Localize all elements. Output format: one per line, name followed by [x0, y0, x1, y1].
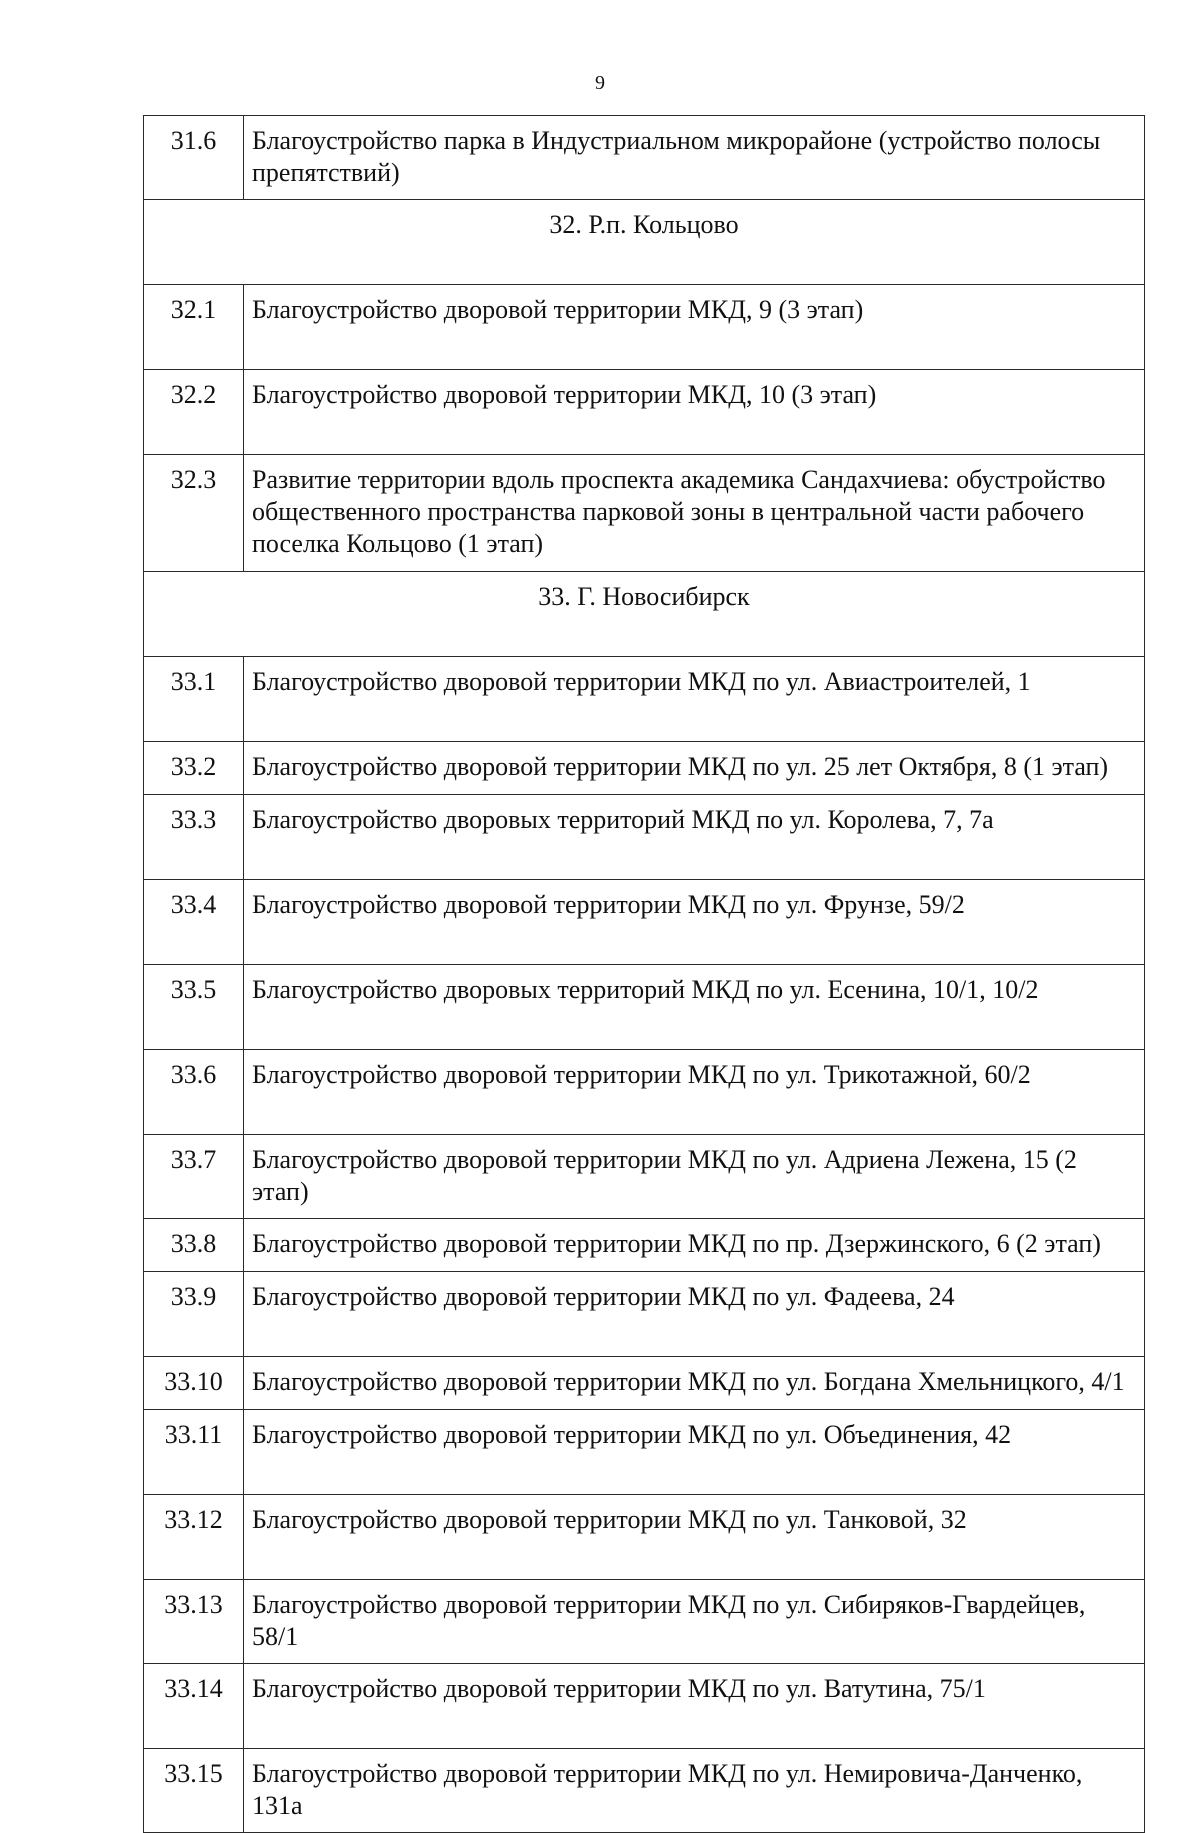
item-description: Благоустройство дворовой территории МКД по ул. Адриена Лежена, 15 (2 этап) [244, 1135, 1145, 1219]
table-row [144, 1580, 1145, 1664]
table-row [144, 116, 1145, 200]
item-number: 33.9 [144, 1272, 244, 1357]
item-number: 32.2 [144, 370, 244, 455]
item-description: Благоустройство дворовой территории МКД по ул. Ватутина, 75/1 [244, 1664, 1145, 1749]
table-row [144, 455, 1145, 572]
item-description: Благоустройство дворовой территории МКД по ул. Сибиряков-Гвардейцев, 58/1 [244, 1580, 1145, 1664]
item-number: 33.6 [144, 1050, 244, 1135]
page-number: 9 [595, 72, 605, 94]
table-row [144, 795, 1145, 880]
item-number: 33.13 [144, 1580, 244, 1664]
table-row [144, 1050, 1145, 1135]
item-description: Благоустройство дворовых территорий МКД по ул. Есенина, 10/1, 10/2 [244, 965, 1145, 1050]
item-description: Благоустройство дворовой территории МКД по ул. Немировича-Данченко, 131а [244, 1749, 1145, 1833]
table-row [144, 1749, 1145, 1833]
table-row [144, 370, 1145, 455]
item-description: Благоустройство дворовой территории МКД по ул. 25 лет Октября, 8 (1 этап) [244, 742, 1145, 795]
item-description: Благоустройство дворовой территории МКД по пр. Дзержинского, 6 (2 этап) [244, 1219, 1145, 1272]
table-row [144, 1664, 1145, 1749]
item-description: Благоустройство парка в Индустриальном микрорайоне (устройство полосы препятствий) [244, 116, 1145, 200]
item-description: Благоустройство дворовой территории МКД, 9 (3 этап) [244, 285, 1145, 370]
item-number: 33.10 [144, 1357, 244, 1410]
item-description: Благоустройство дворовой территории МКД, 10 (3 этап) [244, 370, 1145, 455]
item-number: 33.3 [144, 795, 244, 880]
item-description: Благоустройство дворовой территории МКД по ул. Богдана Хмельницкого, 4/1 [244, 1357, 1145, 1410]
section-row [144, 200, 1145, 285]
table-row [144, 1357, 1145, 1410]
item-description: Благоустройство дворовой территории МКД по ул. Танковой, 32 [244, 1495, 1145, 1580]
item-description: Благоустройство дворовой территории МКД по ул. Авиастроителей, 1 [244, 657, 1145, 742]
item-number: 33.2 [144, 742, 244, 795]
table-row [144, 1135, 1145, 1219]
table-row [144, 1272, 1145, 1357]
table-row [144, 880, 1145, 965]
item-number: 33.1 [144, 657, 244, 742]
item-description: Благоустройство дворовой территории МКД по ул. Трикотажной, 60/2 [244, 1050, 1145, 1135]
item-number: 32.3 [144, 455, 244, 572]
table-row [144, 965, 1145, 1050]
section-row [144, 572, 1145, 657]
item-description: Благоустройство дворовой территории МКД по ул. Фрунзе, 59/2 [244, 880, 1145, 965]
table-row [144, 657, 1145, 742]
item-number: 33.4 [144, 880, 244, 965]
section-heading: 32. Р.п. Кольцово [144, 200, 1145, 285]
item-description: Благоустройство дворовых территорий МКД по ул. Королева, 7, 7а [244, 795, 1145, 880]
item-number: 32.1 [144, 285, 244, 370]
table-row [144, 285, 1145, 370]
table-row [144, 742, 1145, 795]
table-row [144, 1219, 1145, 1272]
section-heading: 33. Г. Новосибирск [144, 572, 1145, 657]
item-number: 33.11 [144, 1410, 244, 1495]
objects-table [143, 115, 1145, 1833]
item-number: 33.5 [144, 965, 244, 1050]
item-number: 33.12 [144, 1495, 244, 1580]
item-description: Благоустройство дворовой территории МКД по ул. Объединения, 42 [244, 1410, 1145, 1495]
item-number: 33.15 [144, 1749, 244, 1833]
item-description: Развитие территории вдоль проспекта академика Сандахчиева: обустройство общественного пространства парковой зоны в центральной части рабочего поселка Кольцово (1 этап) [244, 455, 1145, 572]
item-number: 31.6 [144, 116, 244, 200]
item-number: 33.7 [144, 1135, 244, 1219]
item-description: Благоустройство дворовой территории МКД по ул. Фадеева, 24 [244, 1272, 1145, 1357]
item-number: 33.8 [144, 1219, 244, 1272]
item-number: 33.14 [144, 1664, 244, 1749]
table-row [144, 1410, 1145, 1495]
table-row [144, 1495, 1145, 1580]
